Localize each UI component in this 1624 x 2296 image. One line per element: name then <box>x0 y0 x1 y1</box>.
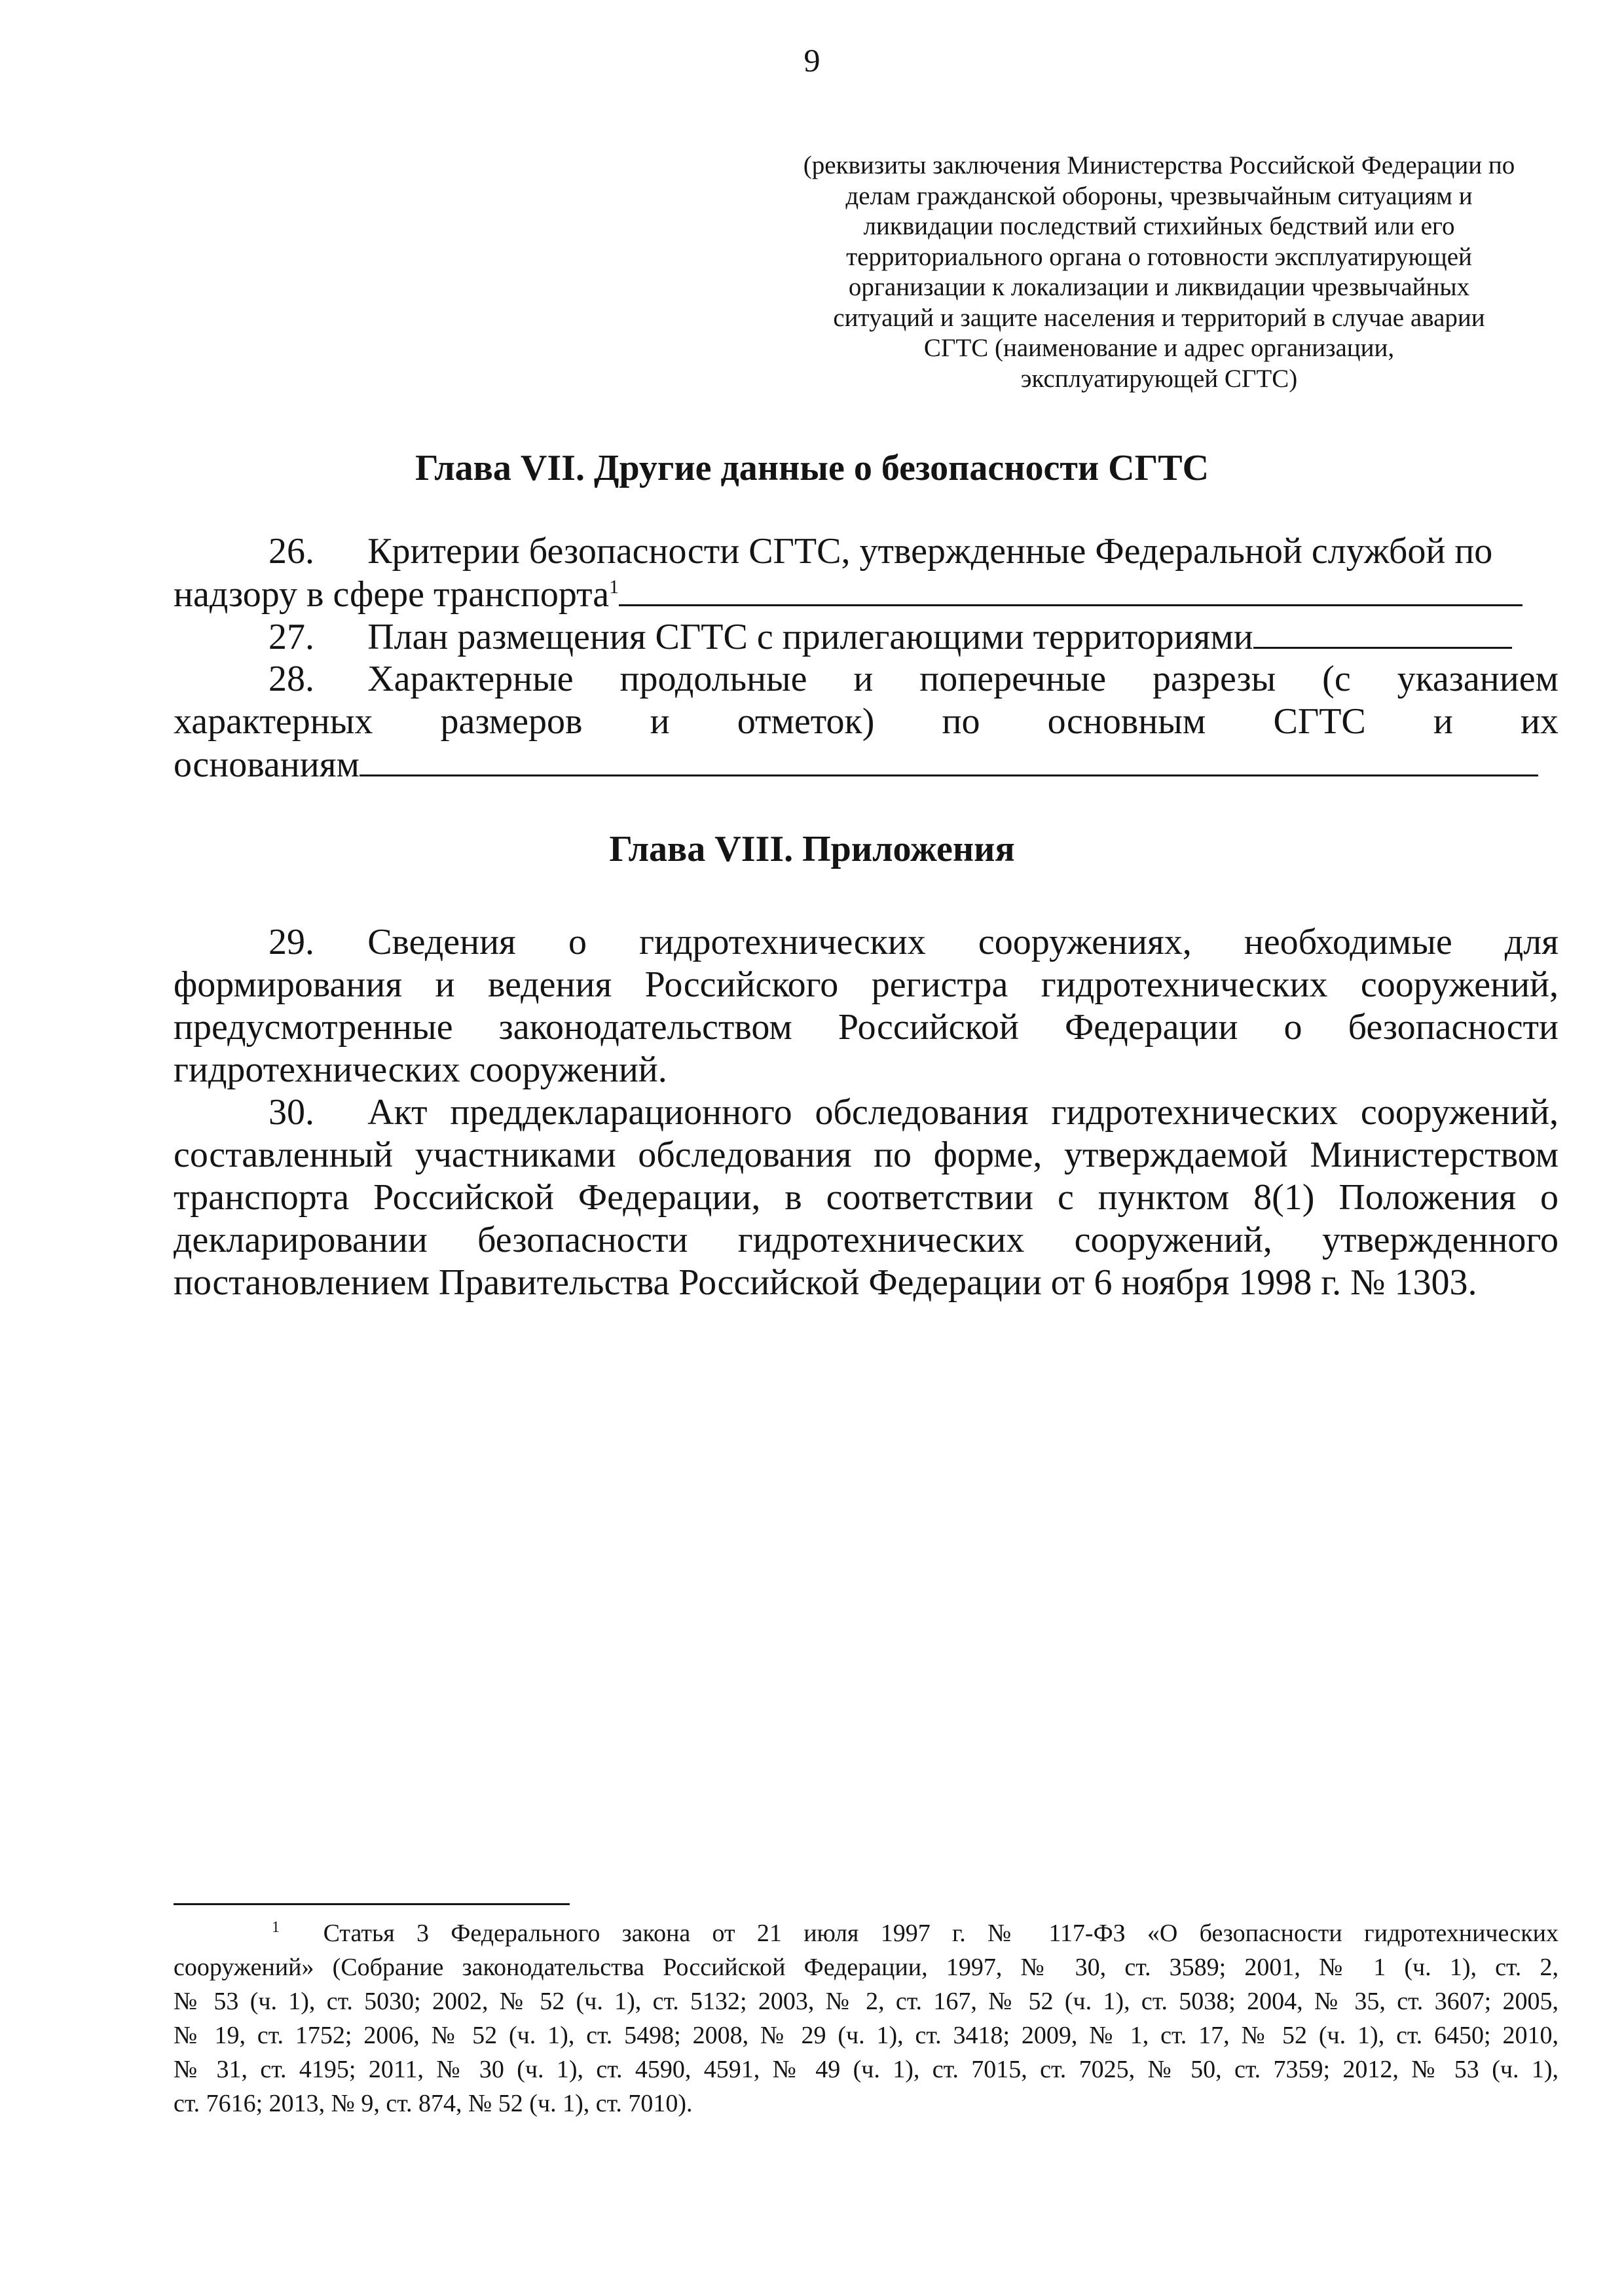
item-26-line-2 <box>174 573 1562 615</box>
footnote-line: ст. 7616; 2013, № 9, ст. 874, № 52 (ч. 1), ст. 7010). <box>174 2090 693 2117</box>
item-29-line-1 <box>268 921 1559 963</box>
chapter-8-title: Глава VIII. Приложения <box>609 829 1015 869</box>
item-29-text: Сведения о гидротехнических сооружениях, необходимые для <box>367 922 1559 962</box>
item-30-number: 30. <box>268 1092 314 1133</box>
item-26-text: Критерии безопасности СГТС, утвержденные Федеральной службой по <box>367 531 1493 572</box>
item-27-line <box>268 615 1559 658</box>
requisites-line: территориального органа о готовности эксплуатирующей <box>846 242 1472 271</box>
item-27-number: 27. <box>268 617 314 657</box>
fill-in-blank <box>619 573 1522 606</box>
footnote-reference: 1 <box>609 576 619 598</box>
item-30-line-5: постановлением Правительства Российской Федерации от 6 ноября 1998 г. № 1303. <box>174 1262 1477 1303</box>
item-29-number: 29. <box>268 922 314 962</box>
chapter-7-title: Глава VII. Другие данные о безопасности СГТС <box>415 448 1209 488</box>
item-28-line-3 <box>174 743 1562 786</box>
item-29-line-2: формирования и ведения Российского регистра гидротехнических сооружений, <box>174 964 1559 1005</box>
requisites-line: ситуаций и защите населения и территорий в случае аварии <box>833 303 1485 332</box>
item-28-line-1 <box>268 658 1559 700</box>
item-26-text-cont: надзору в сфере транспорта <box>174 574 610 615</box>
footnote-line: сооружений» (Собрание законодательства Российской Федерации, 1997, № 30, ст. 3589; 2001, № 1 (ч. 1), ст. 2, <box>174 1954 1559 1981</box>
item-28-line-2: характерных размеров и отметок) по основным СГТС и их <box>174 701 1559 742</box>
page-number: 9 <box>803 42 821 79</box>
footnote-line: № 19, ст. 1752; 2006, № 52 (ч. 1), ст. 5498; 2008, № 29 (ч. 1), ст. 3418; 2009, № 1, ст. 17, № 52 (ч. 1), ст. 6450; 2010, <box>174 2022 1559 2049</box>
item-30-text: Акт преддекларационного обследования гидротехнических сооружений, <box>367 1092 1559 1133</box>
requisites-line: СГТС (наименование и адрес организации, <box>923 334 1395 362</box>
footnote-mark: 1 <box>272 1919 280 1936</box>
requisites-line: делам гражданской обороны, чрезвычайным ситуациям и <box>845 181 1473 210</box>
fill-in-blank <box>1253 615 1512 649</box>
footnote-line: № 31, ст. 4195; 2011, № 30 (ч. 1), ст. 4590, 4591, № 49 (ч. 1), ст. 7015, ст. 7025, № 50, ст. 7359; 2012, № 53 (ч. 1), <box>174 2056 1559 2083</box>
requisites-line: ликвидации последствий стихийных бедствий или его <box>863 212 1455 240</box>
requisites-line: эксплуатирующей СГТС) <box>1020 364 1298 393</box>
requisites-block <box>760 151 1559 394</box>
item-28-number: 28. <box>268 659 314 699</box>
item-29-line-4: гидротехнических сооружений. <box>174 1049 667 1090</box>
footnote-text: Статья 3 Федерального закона от 21 июля 1997 г. № 117-ФЗ «О безопасности гидротехнических <box>323 1920 1559 1947</box>
item-27-text: План размещения СГТС с прилегающими территориями <box>367 617 1253 657</box>
item-30-line-2: составленный участниками обследования по форме, утверждаемой Министерством <box>174 1135 1559 1175</box>
requisites-line: организации к локализации и ликвидации чрезвычайных <box>848 273 1470 301</box>
item-26-number: 26. <box>268 531 314 572</box>
item-28-text: Характерные продольные и поперечные разрезы (с указанием <box>367 659 1559 699</box>
footnote-separator <box>174 1903 570 1905</box>
item-30-line-1 <box>268 1091 1559 1133</box>
item-28-text-cont: основаниям <box>174 744 360 785</box>
item-26-line-1 <box>268 530 1559 572</box>
item-30-line-3: транспорта Российской Федерации, в соответствии с пунктом 8(1) Положения о <box>174 1177 1559 1218</box>
item-29-line-3: предусмотренные законодательством Российской Федерации о безопасности <box>174 1007 1559 1048</box>
footnote-line: № 53 (ч. 1), ст. 5030; 2002, № 52 (ч. 1), ст. 5132; 2003, № 2, ст. 167, № 52 (ч. 1), ст. 5038; 2004, № 35, ст. 3607; 2005, <box>174 1988 1559 2015</box>
fill-in-blank <box>360 743 1538 776</box>
requisites-line: (реквизиты заключения Министерства Российской Федерации по <box>803 151 1515 179</box>
footnote-line <box>174 1918 1559 1948</box>
item-30-line-4: декларировании безопасности гидротехнических сооружений, утвержденного <box>174 1220 1559 1260</box>
